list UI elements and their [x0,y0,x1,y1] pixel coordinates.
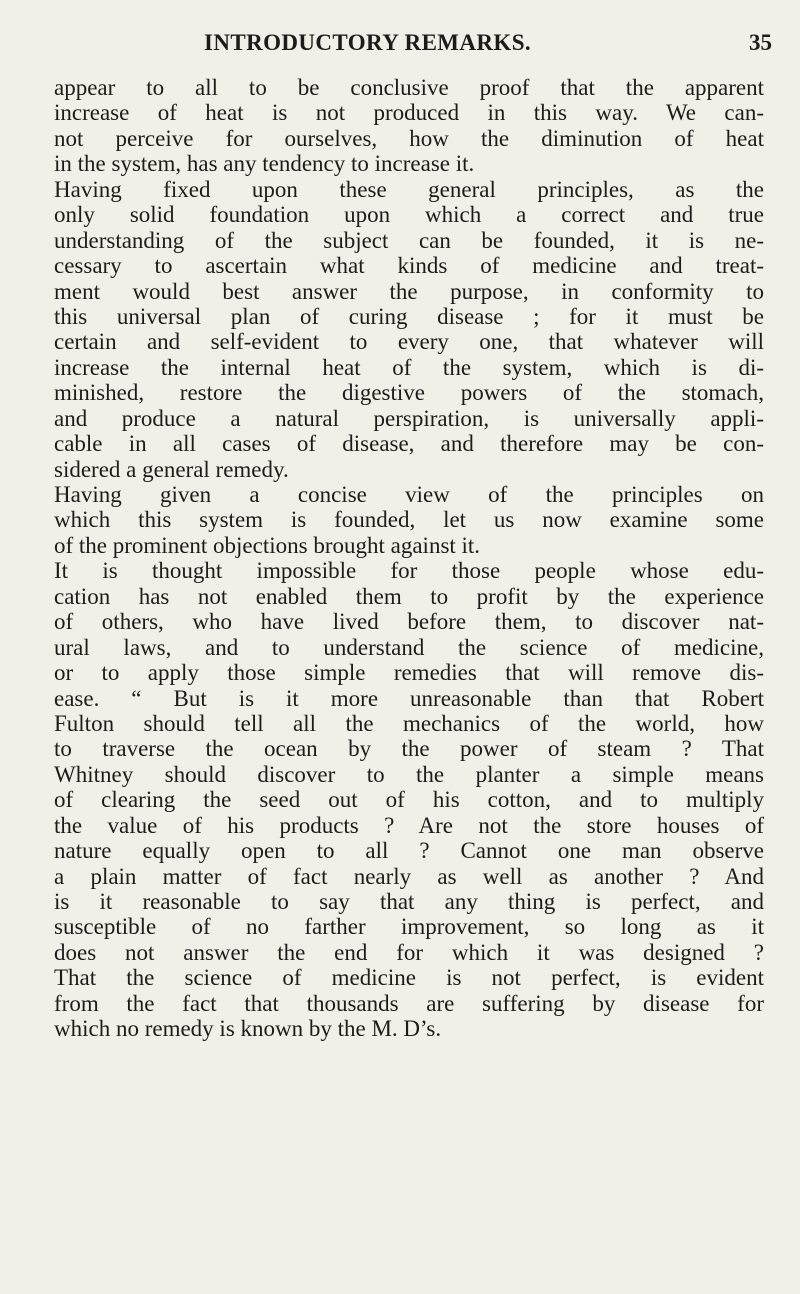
text-line: nature equally open to all ? Cannot one man observe [54,838,764,864]
text-line: ment would best answer the purpose, in conformity to [54,278,764,304]
text-line: does not answer the end for which it was designed ? [54,939,764,965]
text-line: which no remedy is known by the M. D’s. [54,1016,442,1042]
text-line: which this system is founded, let us now examine some [54,507,764,533]
text-line: appear to all to be conclusive proof that the apparent [54,75,764,100]
text-line: of clearing the seed out of his cotton, and to multiply [54,787,764,813]
text-line: this universal plan of curing disease ; for it must be [54,303,764,329]
text-line: cessary to ascertain what kinds of medicine and treat- [54,253,764,279]
text-line: cation has not enabled them to profit by the experience [54,583,764,609]
text-line: is it reasonable to say that any thing is perfect, and [54,889,764,914]
text-line: to traverse the ocean by the power of steam ? That [54,736,764,762]
text-line: Fulton should tell all the mechanics of the world, how [54,710,764,736]
text-line: That the science of medicine is not perfect, is evident [54,965,764,991]
text-line: a plain matter of fact nearly as well as another ? And [54,863,764,889]
text-line: in the system, has any tendency to increase it. [54,151,475,177]
text-line: ease. “ But is it more unreasonable than that Robert [54,685,764,711]
running-head: INTRODUCTORY REMARKS. [204,30,532,55]
text-line: ural laws, and to understand the science of medicine, [54,634,764,660]
text-line: It is thought impossible for those people whose edu- [54,558,764,584]
page-number: 35 [749,30,772,55]
text-line: not perceive for ourselves, how the diminution of heat [54,125,764,151]
text-line: sidered a general remedy. [54,456,289,482]
text-line: of others, who have lived before them, to discover nat- [54,609,764,635]
text-line: the value of his products ? Are not the store houses of [54,812,764,838]
text-line: understanding of the subject can be founded, it is ne- [54,227,764,253]
text-line: susceptible of no farther improvement, so long as it [54,914,764,940]
text-line: only solid foundation upon which a correct and true [54,202,764,228]
text-line: from the fact that thousands are suffering by disease for [54,990,764,1016]
text-line: Whitney should discover to the planter a simple means [54,761,764,787]
text-line: of the prominent objections brought against it. [54,532,481,558]
text-line: increase of heat is not produced in this way. We can- [54,100,764,126]
text-line: Having given a concise view of the principles on [54,482,764,507]
text-line: cable in all cases of disease, and therefore may be con- [54,431,764,457]
text-line: or to apply those simple remedies that will remove dis- [54,660,764,686]
text-line: and produce a natural perspiration, is universally appli- [54,405,764,431]
text-line: certain and self-evident to every one, that whatever will [54,329,764,355]
text-line: Having fixed upon these general principles, as the [54,176,764,202]
text-line: minished, restore the digestive powers of the stomach, [54,380,764,406]
body-text [54,75,764,1042]
text-line: increase the internal heat of the system, which is di- [54,354,764,380]
